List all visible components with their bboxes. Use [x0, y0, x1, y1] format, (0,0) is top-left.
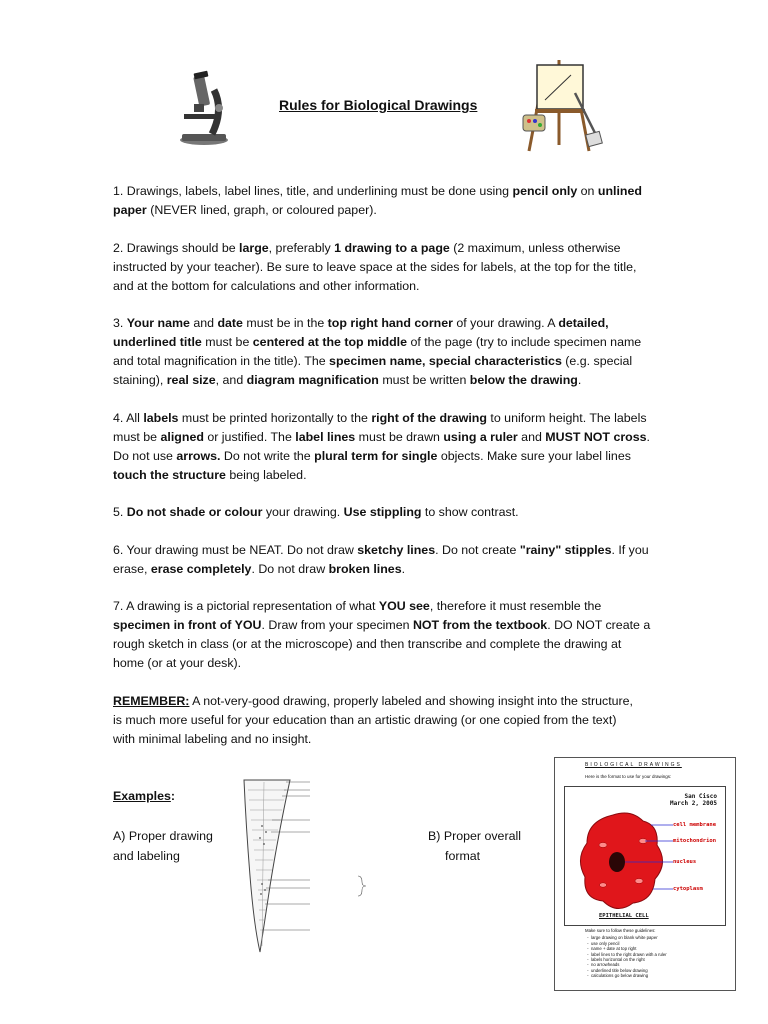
rule-text: on: [577, 184, 598, 198]
rule-text: 1. Drawings, labels, label lines, title, and underlining must be done using: [113, 184, 513, 198]
rule-emphasis: specimen name, special characteristics: [329, 354, 562, 368]
rule-text: . Do not use: [113, 429, 650, 463]
rule-text: must be printed horizontally to the: [178, 410, 372, 425]
remember-label: REMEMBER:: [113, 693, 190, 708]
remember-paragraph: [113, 692, 633, 749]
rule-text: 3.: [113, 316, 127, 330]
example-a-label: [113, 826, 233, 866]
rule-4: [113, 409, 653, 485]
rule-emphasis: touch the structure: [113, 467, 226, 482]
rule-text: . DO NOT create a rough sketch in class (or at the microscope) and then transcribe and complete the drawing at home (or at your desk).: [113, 618, 651, 670]
rule-text: (NEVER lined, graph, or coloured paper).: [146, 203, 377, 217]
guideline-item: - no arrowheads: [591, 962, 667, 967]
guideline-item: - labels horizontal on the right: [591, 957, 667, 962]
remember-text: A not-very-good drawing, properly labeled and showing insight into the structure, is much more useful for your education than an artistic drawing (or one copied from the text) with minimal labeling and no insight.: [113, 693, 633, 746]
guideline-item: - use only pencil: [591, 941, 667, 946]
rule-text: .: [401, 561, 406, 576]
rule-text: , therefore it must resemble the: [429, 599, 602, 613]
rule-emphasis: YOU see: [378, 599, 430, 613]
figure-b-label-2: nucleus: [673, 859, 697, 865]
rule-emphasis: right of the drawing: [371, 410, 487, 425]
rule-emphasis: unlined paper: [113, 184, 642, 217]
figure-b-drawing-area: [564, 786, 726, 926]
rule-text: 2. Drawings should be: [113, 240, 240, 255]
rule-3: [113, 314, 653, 390]
figure-b-header: BIOLOGICAL DRAWINGS: [585, 762, 682, 768]
examples-heading-text: Examples: [113, 789, 171, 803]
rule-text: . Do not create: [435, 542, 520, 557]
example-a-line1: A) Proper drawing: [113, 829, 213, 843]
rule-text: 5.: [113, 505, 127, 519]
figure-b-guidelines: [585, 928, 667, 979]
rule-emphasis: Your name: [126, 316, 190, 330]
figure-b-name-date: [670, 793, 717, 807]
rule-text: Do not write the: [220, 448, 315, 463]
figure-b-caption: EPITHELIAL CELL: [599, 913, 649, 919]
example-b-line2: format: [445, 849, 481, 863]
easel-icon: [515, 55, 607, 155]
rule-text: .: [577, 373, 582, 387]
rule-emphasis: diagram magnification: [246, 373, 379, 387]
guideline-item: - label lines to the right drawn with a ruler: [591, 952, 667, 957]
rule-emphasis: erase completely: [150, 561, 252, 576]
rule-text: 7. A drawing is a pictorial representation of what: [113, 599, 379, 613]
examples-colon: :: [170, 789, 175, 803]
figure-b-date: March 2, 2005: [670, 800, 717, 807]
example-a-line2: and labeling: [113, 849, 180, 863]
rule-text: to uniform height. The labels must be: [113, 410, 647, 444]
rule-text: must be drawn: [355, 429, 444, 444]
microscope-icon: [172, 70, 242, 148]
rule-text: (e.g. special staining),: [113, 354, 633, 387]
rule-emphasis: labels: [143, 410, 179, 425]
figure-b-guidelines-title: Make sure to follow these guidelines:: [585, 928, 656, 933]
rule-text: and: [189, 316, 218, 330]
rule-emphasis: large: [239, 240, 269, 255]
rule-text: to show contrast.: [421, 505, 519, 519]
rule-5: [113, 503, 653, 522]
rules-body: [113, 182, 653, 767]
rule-emphasis: broken lines: [328, 561, 402, 576]
example-b-label: [428, 826, 548, 866]
rule-text: must be in the: [242, 316, 328, 330]
rule-text: , and: [215, 373, 247, 387]
figure-b-label-1: mitochondrion: [673, 838, 717, 844]
rule-text: (2 maximum, unless otherwise instructed by your teacher). Be sure to leave space at the sides for labels, at the top for the title, and at the bottom for calculations and other information.: [113, 240, 637, 293]
guideline-item: - large drawing on blank white paper: [591, 935, 667, 940]
rule-emphasis: using a ruler: [443, 429, 518, 444]
rule-emphasis: arrows.: [176, 448, 221, 463]
rule-text: . Do not draw: [251, 561, 329, 576]
rule-7: [113, 597, 653, 673]
rule-emphasis: aligned: [160, 429, 204, 444]
rule-text: of your drawing. A: [452, 316, 559, 330]
page-title: Rules for Biological Drawings: [279, 97, 478, 113]
rule-emphasis: detailed, underlined title: [113, 316, 609, 349]
example-b-line1: B) Proper overall: [428, 829, 521, 843]
rule-emphasis: pencil only: [512, 184, 578, 198]
rule-emphasis: real size: [166, 373, 216, 387]
rule-emphasis: plural term for single: [314, 448, 438, 463]
example-b-figure: [554, 757, 736, 991]
rule-text: or justified. The: [203, 429, 296, 444]
rule-text: , preferably: [268, 240, 335, 255]
rule-text: of the page (try to include specimen name and total magnification in the title). The: [113, 335, 642, 368]
rule-1: [113, 182, 653, 220]
rule-emphasis: centered at the top middle: [252, 335, 407, 349]
figure-b-subheader: Here is the format to use for your drawings:: [585, 774, 672, 779]
examples-heading: [113, 789, 175, 803]
rule-emphasis: 1 drawing to a page: [334, 240, 450, 255]
figure-b-label-0: cell membrane: [673, 822, 717, 828]
rule-emphasis: below the drawing: [469, 373, 578, 387]
rule-text: . Draw from your specimen: [261, 618, 413, 632]
rule-6: [113, 541, 653, 579]
rule-text: must be written: [378, 373, 470, 387]
rule-text: and: [517, 429, 546, 444]
rule-text: being labeled.: [225, 467, 307, 482]
rule-emphasis: top right hand corner: [327, 316, 453, 330]
rule-emphasis: MUST NOT cross: [545, 429, 647, 444]
rule-emphasis: "rainy" stipples: [519, 542, 612, 557]
rule-emphasis: label lines: [295, 429, 356, 444]
rule-emphasis: NOT from the textbook: [412, 618, 548, 632]
example-a-figure: [238, 776, 413, 954]
rule-emphasis: sketchy lines: [357, 542, 436, 557]
rule-emphasis: Use stippling: [343, 505, 422, 519]
rule-emphasis: date: [217, 316, 243, 330]
figure-b-label-3: cytoplasm: [673, 886, 703, 892]
rule-text: your drawing.: [262, 505, 344, 519]
rule-emphasis: Do not shade or colour: [126, 505, 263, 519]
rule-text: objects. Make sure your label lines: [437, 448, 631, 463]
rule-emphasis: specimen in front of YOU: [113, 618, 262, 632]
rule-text: 6. Your drawing must be NEAT. Do not draw: [113, 542, 358, 557]
guideline-item: - calculations go below drawing: [591, 973, 667, 978]
figure-b-name: San Cisco: [684, 793, 717, 800]
rule-text: 4. All: [113, 410, 144, 425]
rule-text: . If you erase,: [113, 542, 649, 576]
guideline-item: - name + date at top right: [591, 946, 667, 951]
epithelial-cell-drawing: [573, 807, 673, 917]
guideline-item: - underlined title below drawing: [591, 968, 667, 973]
rule-2: [113, 239, 653, 296]
rule-text: must be: [201, 335, 253, 349]
